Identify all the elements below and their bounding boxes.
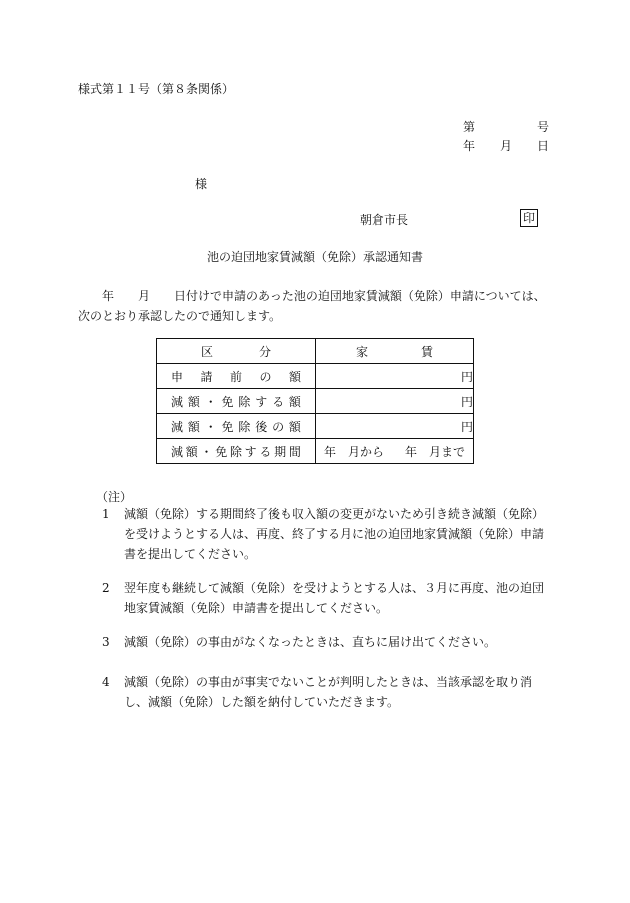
number-prefix: 第 [463, 120, 476, 134]
document-number-line [463, 118, 549, 135]
label-char: 除 [238, 394, 251, 409]
note-number: 2 [102, 581, 110, 595]
note-number: 1 [102, 507, 110, 521]
note-item [102, 504, 548, 564]
label-char: 請 [200, 369, 213, 384]
label-char: 額 [288, 369, 301, 384]
note-text: 翌年度も継続して減額（免除）を受けようとする人は、３月に再度、池の迫団地家賃減額（免除）申請書を提出してください。 [124, 581, 545, 615]
label-char: の [259, 369, 272, 384]
period-value[interactable] [316, 439, 474, 464]
note-text: 減額（免除）の事由がなくなったときは、直ちに届け出てください。 [124, 635, 497, 649]
note-item [102, 672, 548, 712]
addressee-suffix: 様 [195, 177, 208, 191]
row-label [157, 364, 316, 389]
document-date-line [463, 137, 549, 154]
label-char: 減 [171, 394, 184, 409]
body-text: 年 月 日付けで申請のあった池の迫団地家賃減額（免除）申請については、次のとおり承認したので通知します。 [78, 289, 546, 323]
header-rent [316, 339, 474, 364]
label-char: 免 [221, 394, 234, 409]
label-char: 額 [187, 394, 200, 409]
label-char: 前 [229, 369, 242, 384]
label-char: る [259, 444, 272, 459]
rent-table [156, 338, 474, 464]
row-value[interactable]: 円 [316, 364, 474, 389]
note-number: 4 [102, 675, 110, 689]
header-char: 区 [201, 344, 214, 359]
row-label [157, 414, 316, 439]
document-title: 池の迫団地家賃減額（免除）承認通知書 [206, 250, 423, 264]
note-text: 減額（免除）の事由が事実でないことが判明したときは、当該承認を取り消し、減額（免除）した額を納付していただきます。 [124, 675, 533, 709]
label-char: の [272, 419, 285, 434]
issuer-name: 朝倉市長 [360, 213, 409, 227]
table-row [157, 414, 474, 439]
table-row [157, 364, 474, 389]
label-char: ・ [204, 419, 217, 434]
label-char: 減 [171, 419, 184, 434]
period-to: 年 月まで [404, 444, 465, 459]
label-char: る [272, 394, 285, 409]
row-value[interactable]: 円 [316, 414, 474, 439]
label-char: 免 [221, 419, 234, 434]
label-char: ・ [204, 394, 217, 409]
label-char: す [255, 394, 268, 409]
label-char: 期 [274, 444, 287, 459]
label-char: 額 [288, 419, 301, 434]
form-number: 様式第１１号（第８条関係） [78, 82, 235, 96]
note-item [102, 632, 548, 652]
label-char: 除 [238, 419, 251, 434]
date-year: 年 [463, 139, 476, 153]
label-char: 申 [171, 369, 184, 384]
label-char: 額 [185, 444, 198, 459]
table-row [157, 439, 474, 464]
header-category [157, 339, 316, 364]
date-month: 月 [499, 139, 512, 153]
date-day: 日 [536, 139, 549, 153]
number-suffix: 号 [536, 120, 549, 134]
header-char: 家 [356, 344, 369, 359]
label-char: 額 [187, 419, 200, 434]
row-label [157, 439, 316, 464]
note-text: 減額（免除）する期間終了後も収入額の変更がないため引き続き減額（免除）を受けようとする人は、再度、終了する月に池の迫団地家賃減額（免除）申請書を提出してください。 [124, 507, 545, 561]
header-char: 分 [258, 344, 271, 359]
table-row [157, 389, 474, 414]
label-char: 後 [255, 419, 268, 434]
label-char: 減 [171, 444, 184, 459]
header-char: 賃 [420, 344, 433, 359]
period-from: 年 月から [324, 444, 385, 459]
label-char: す [244, 444, 257, 459]
label-char: 除 [229, 444, 242, 459]
label-char: ・ [200, 444, 213, 459]
row-label [157, 389, 316, 414]
note-number: 3 [102, 635, 110, 649]
label-char: 免 [215, 444, 228, 459]
note-item [102, 578, 548, 618]
notes-heading: （注） [96, 490, 133, 504]
label-char: 額 [288, 394, 301, 409]
seal-mark: 印 [520, 209, 538, 227]
table-header-row [157, 339, 474, 364]
row-value[interactable]: 円 [316, 389, 474, 414]
label-char: 間 [288, 444, 301, 459]
